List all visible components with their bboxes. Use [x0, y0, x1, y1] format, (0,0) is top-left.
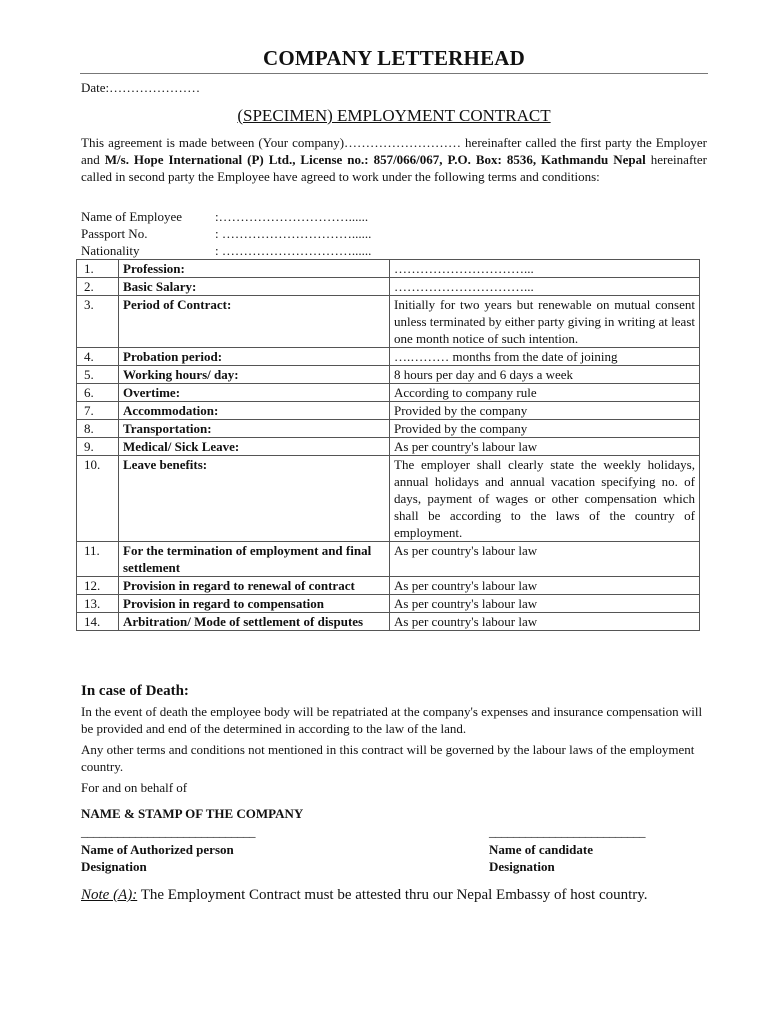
letterhead-title: COMPANY LETTERHEAD [262, 46, 526, 70]
term-number: 2. [77, 278, 119, 296]
employee-field-value: : …………………………...... [215, 243, 372, 258]
term-number: 8. [77, 420, 119, 438]
employee-field-row [81, 242, 371, 259]
term-value: …………………………... [390, 278, 700, 296]
term-number: 6. [77, 384, 119, 402]
header-divider [80, 73, 708, 74]
term-item: Transportation: [119, 420, 390, 438]
table-row [77, 420, 700, 438]
note-text: The Employment Contract must be attested thru our Nepal Embassy of host country. [137, 887, 648, 903]
date-line: Date:………………… [81, 80, 201, 95]
term-item: Basic Salary: [119, 278, 390, 296]
table-row [77, 366, 700, 384]
term-number: 9. [77, 438, 119, 456]
term-item: For the termination of employment and final settlement [119, 542, 390, 577]
candidate-signature-block [489, 841, 593, 875]
candidate-designation-label: Designation [489, 859, 555, 874]
table-row [77, 438, 700, 456]
term-value: As per country's labour law [390, 613, 700, 631]
table-row [77, 278, 700, 296]
on-behalf-line: For and on behalf of [81, 780, 188, 795]
term-value: Provided by the company [390, 402, 700, 420]
signature-line-candidate: __________________________ [489, 824, 645, 839]
agency-name: M/s. Hope International (P) Ltd., License no.: 857/066/067, P.O. Box: 8536, Kathmandu Nepal [104, 152, 646, 167]
intro-paragraph [81, 134, 707, 185]
term-item: Working hours/ day: [119, 366, 390, 384]
term-number: 1. [77, 260, 119, 278]
term-value: …………………………... [390, 260, 700, 278]
term-number: 4. [77, 348, 119, 366]
terms-table [76, 259, 700, 631]
table-row [77, 296, 700, 348]
employee-field-row [81, 208, 371, 225]
term-value: ….……… months from the date of joining [390, 348, 700, 366]
term-item: Overtime: [119, 384, 390, 402]
term-item: Accommodation: [119, 402, 390, 420]
term-number: 13. [77, 595, 119, 613]
term-item: Leave benefits: [119, 456, 390, 542]
intro-part-2: hereinafter called in second party the Employee have agreed to work under the following terms and conditions: [81, 152, 707, 184]
intro-part-1: This agreement is made between (Your company)……………………… hereinafter called the first party the Employer and [81, 135, 707, 167]
term-value: 8 hours per day and 6 days a week [390, 366, 700, 384]
signature-line-authorized: _____________________________ [81, 824, 255, 839]
employee-field-label: Name of Employee [81, 209, 183, 224]
employee-fields [81, 208, 371, 259]
attestation-note [81, 886, 681, 905]
employee-field-value: :…………………………...... [215, 209, 369, 224]
term-value: Provided by the company [390, 420, 700, 438]
authorized-designation-label: Designation [81, 859, 147, 874]
term-number: 10. [77, 456, 119, 542]
term-item: Profession: [119, 260, 390, 278]
death-section-title: In case of Death: [81, 683, 189, 699]
table-row [77, 348, 700, 366]
term-value: As per country's labour law [390, 542, 700, 577]
table-row [77, 595, 700, 613]
term-value: As per country's labour law [390, 577, 700, 595]
contract-title: (SPECIMEN) EMPLOYMENT CONTRACT [237, 106, 551, 125]
term-number: 12. [77, 577, 119, 595]
term-number: 11. [77, 542, 119, 577]
term-item: Medical/ Sick Leave: [119, 438, 390, 456]
term-value: As per country's labour law [390, 438, 700, 456]
term-number: 14. [77, 613, 119, 631]
table-row [77, 384, 700, 402]
term-item: Provision in regard to renewal of contract [119, 577, 390, 595]
employee-field-label: Nationality [81, 243, 140, 258]
term-item: Probation period: [119, 348, 390, 366]
table-row [77, 542, 700, 577]
company-stamp-label: NAME & STAMP OF THE COMPANY [81, 806, 304, 821]
authorized-signature-block [81, 841, 234, 875]
employee-field-label: Passport No. [81, 226, 148, 241]
term-value: Initially for two years but renewable on mutual consent unless terminated by either party giving in writing at least one month notice of such intention. [390, 296, 700, 348]
term-item: Provision in regard to compensation [119, 595, 390, 613]
term-number: 5. [77, 366, 119, 384]
note-label: Note (A): [81, 887, 138, 903]
table-row [77, 456, 700, 542]
employee-field-row [81, 225, 371, 242]
death-paragraph: In the event of death the employee body will be repatriated at the company's expenses and insurance compensation will be provided and end of the determined in according to the law of the land. [81, 704, 703, 736]
employee-field-value: : …………………………...... [215, 226, 372, 241]
candidate-name-label: Name of candidate [489, 842, 593, 857]
term-number: 7. [77, 402, 119, 420]
table-row [77, 402, 700, 420]
term-value: According to company rule [390, 384, 700, 402]
term-item: Arbitration/ Mode of settlement of disputes [119, 613, 390, 631]
authorized-name-label: Name of Authorized person [81, 842, 234, 857]
table-row [77, 260, 700, 278]
term-value: As per country's labour law [390, 595, 700, 613]
term-item: Period of Contract: [119, 296, 390, 348]
other-terms-paragraph: Any other terms and conditions not mentioned in this contract will be governed by the labour laws of the employment country. [81, 742, 695, 774]
table-row [77, 613, 700, 631]
term-value: The employer shall clearly state the weekly holidays, annual holidays and annual vacation specifying no. of days, payment of wages or other compensation which shall be according to the laws of the country of employment. [390, 456, 700, 542]
term-number: 3. [77, 296, 119, 348]
table-row [77, 577, 700, 595]
